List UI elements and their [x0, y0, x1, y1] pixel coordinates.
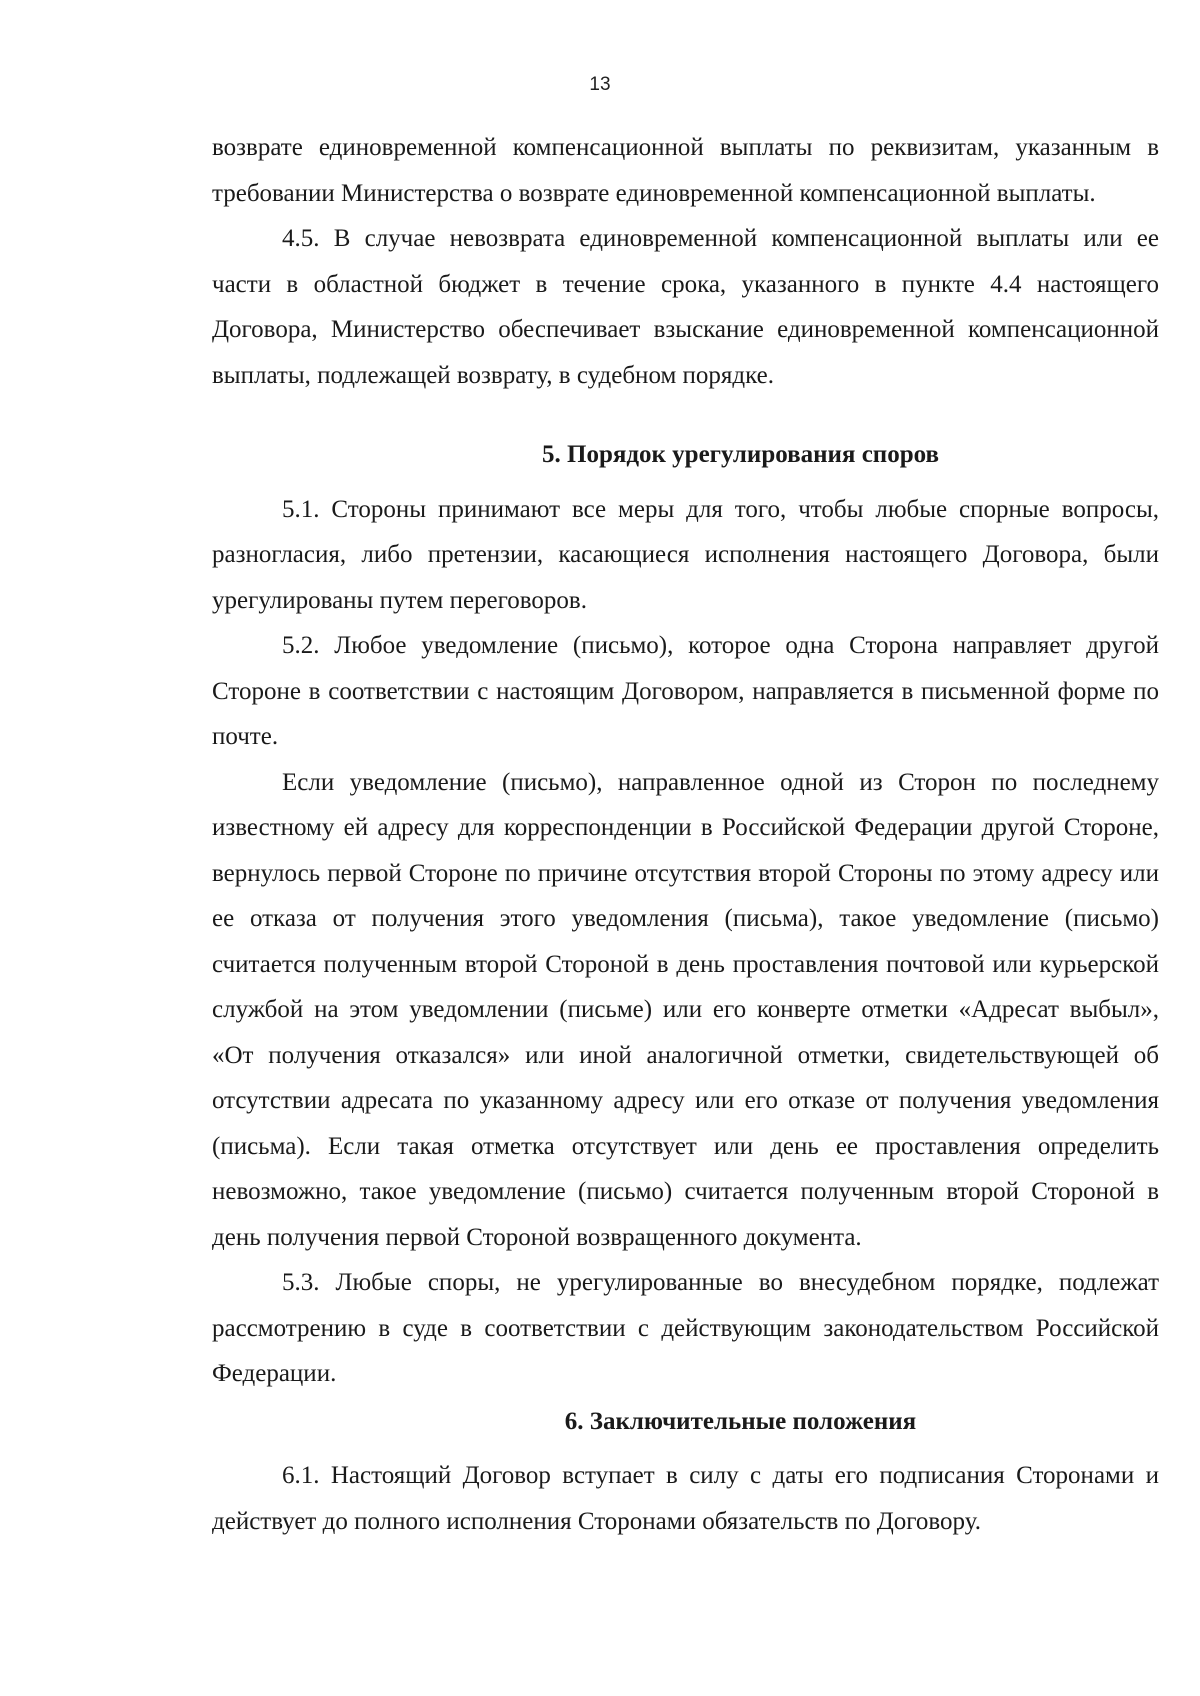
paragraph-5-3: 5.3. Любые споры, не урегулированные во внесудебном порядке, подлежат рассмотрению в суде в соответствии с действующим законодательством Российской Федерации.	[212, 1269, 1159, 1387]
paragraph-6-1: 6.1. Настоящий Договор вступает в силу с даты его подписания Сторонами и действует до полного исполнения Сторонами обязательств по Договору.	[212, 1462, 1159, 1535]
paragraph-4-4-continuation: возврате единовременной компенсационной выплаты по реквизитам, указанным в требовании Министерства о возврате единовременной компенсационной выплаты.	[212, 134, 1159, 207]
paragraph-5-2: 5.2. Любое уведомление (письмо), которое одна Сторона направляет другой Стороне в соответствии с настоящим Договором, направляется в письменной форме по почте.	[212, 632, 1159, 750]
section-5-heading: 5. Порядок урегулирования споров	[542, 441, 939, 468]
paragraph-5-1: 5.1. Стороны принимают все меры для того, чтобы любые спорные вопросы, разногласия, либо претензии, касающиеся исполнения настоящего Договора, были урегулированы путем переговоров.	[212, 495, 1159, 614]
section-6-heading: 6. Заключительные положения	[564, 1407, 917, 1435]
paragraph-5-2-notice: Если уведомление (письмо), направленное одной из Сторон по последнему известному ей адресу для корреспонденции в Российской Федерации другой Стороне, вернулось первой Стороне по причине отсутствия второй Стороны по этому адресу или ее отказа от получения этого уведомления (письма), такое уведомление (письмо) считается полученным второй Стороной в день проставления почтовой или курьерской службой на этом уведомлении (письме) или его конверте отметки «Адресат выбыл», «От получения отказался» или иной аналогичной отметки, свидетельствующей об отсутствии адресата по указанному адресу или его отказе от получения уведомления (письма). Если такая отметка отсутствует или день ее проставления определить невозможно, такое уведомление (письмо) считается полученным второй Стороной в день получения первой Стороной возвращенного документа.	[212, 768, 1159, 1251]
paragraph-4-5: 4.5. В случае невозврата единовременной компенсационной выплаты или ее части в областной бюджет в течение срока, указанного в пункте 4.4 настоящего Договора, Министерство обеспечивает взыскание единовременной компенсационной выплаты, подлежащей возврату, в судебном порядке.	[212, 225, 1159, 389]
document-body	[212, 125, 1159, 1544]
page-number: 13	[589, 74, 611, 95]
